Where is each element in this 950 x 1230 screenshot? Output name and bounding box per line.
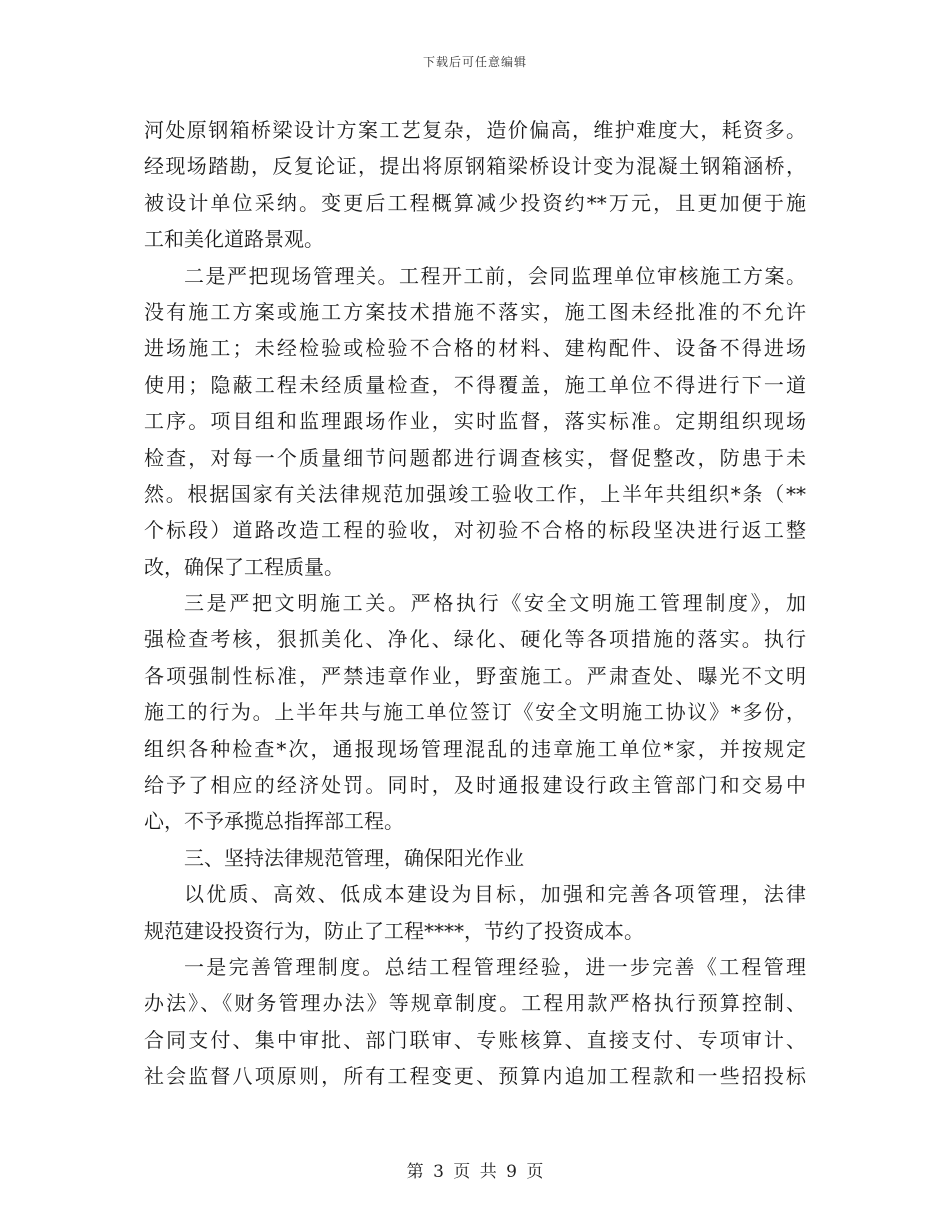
body-line: 二是严把现场管理关。工程开工前，会同监理单位审核施工方案。 (184, 263, 806, 288)
section-heading: 三、坚持法律规范管理，确保阳光作业 (184, 845, 524, 870)
body-line: 社会监督八项原则，所有工程变更、预算内追加工程款和一些招投标 (144, 1064, 806, 1089)
body-line: 合同支付、集中审批、部门联审、专账核算、直接支付、专项审计、 (144, 1027, 806, 1052)
body-line: 工和美化道路景观。 (144, 227, 324, 252)
body-line: 施工的行为。上半年共与施工单位签订《安全文明施工协议》*多份， (144, 700, 806, 725)
body-line: 河处原钢箱桥梁设计方案工艺复杂，造价偏高，维护难度大，耗资多。 (144, 118, 806, 142)
body-line: 然。根据国家有关法律规范加强竣工验收工作，上半年共组织*条（** (144, 481, 806, 506)
body-line: 给予了相应的经济处罚。同时，及时通报建设行政主管部门和交易中 (144, 773, 806, 798)
body-line: 检查，对每一个质量细节问题都进行调查核实，督促整改，防患于未 (144, 445, 806, 470)
page-footer: 第 3 页 共 9 页 (406, 1162, 544, 1182)
body-line: 改，确保了工程质量。 (144, 554, 344, 579)
body-line: 心，不予承揽总指挥部工程。 (144, 809, 404, 834)
body-line: 个标段）道路改造工程的验收，对初验不合格的标段坚决进行返工整 (144, 518, 806, 543)
body-line: 没有施工方案或施工方案技术措施不落实，施工图未经批准的不允许 (144, 299, 806, 324)
body-line: 强检查考核，狠抓美化、净化、绿化、硬化等各项措施的落实。执行 (144, 627, 806, 652)
body-line: 使用；隐蔽工程未经质量检查，不得覆盖，施工单位不得进行下一道 (144, 372, 806, 397)
body-line: 进场施工；未经检验或检验不合格的材料、建构配件、设备不得进场 (144, 336, 806, 361)
body-line: 组织各种检查*次，通报现场管理混乱的违章施工单位*家，并按规定 (144, 736, 806, 761)
body-line: 一是完善管理制度。总结工程管理经验，进一步完善《工程管理 (184, 954, 806, 979)
page-header: 下载后可任意编辑 (422, 55, 527, 69)
body-line: 三是严把文明施工关。严格执行《安全文明施工管理制度》，加 (184, 591, 806, 616)
body-line: 规范建设投资行为，防止了工程****，节约了投资成本。 (144, 918, 644, 943)
body-line: 被设计单位采纳。变更后工程概算减少投资约**万元，且更加便于施 (144, 190, 806, 215)
body-line: 办法》、《财务管理办法》等规章制度。工程用款严格执行预算控制、 (144, 991, 806, 1016)
body-line: 各项强制性标准，严禁违章作业，野蛮施工。严肃查处、曝光不文明 (144, 663, 806, 688)
body-line: 工序。项目组和监理跟场作业，实时监督，落实标准。定期组织现场 (144, 409, 806, 434)
body-line: 经现场踏勘，反复论证，提出将原钢箱梁桥设计变为混凝土钢箱涵桥， (144, 154, 806, 179)
body-line: 以优质、高效、低成本建设为目标，加强和完善各项管理，法律 (184, 882, 806, 907)
document-body (144, 112, 806, 1095)
